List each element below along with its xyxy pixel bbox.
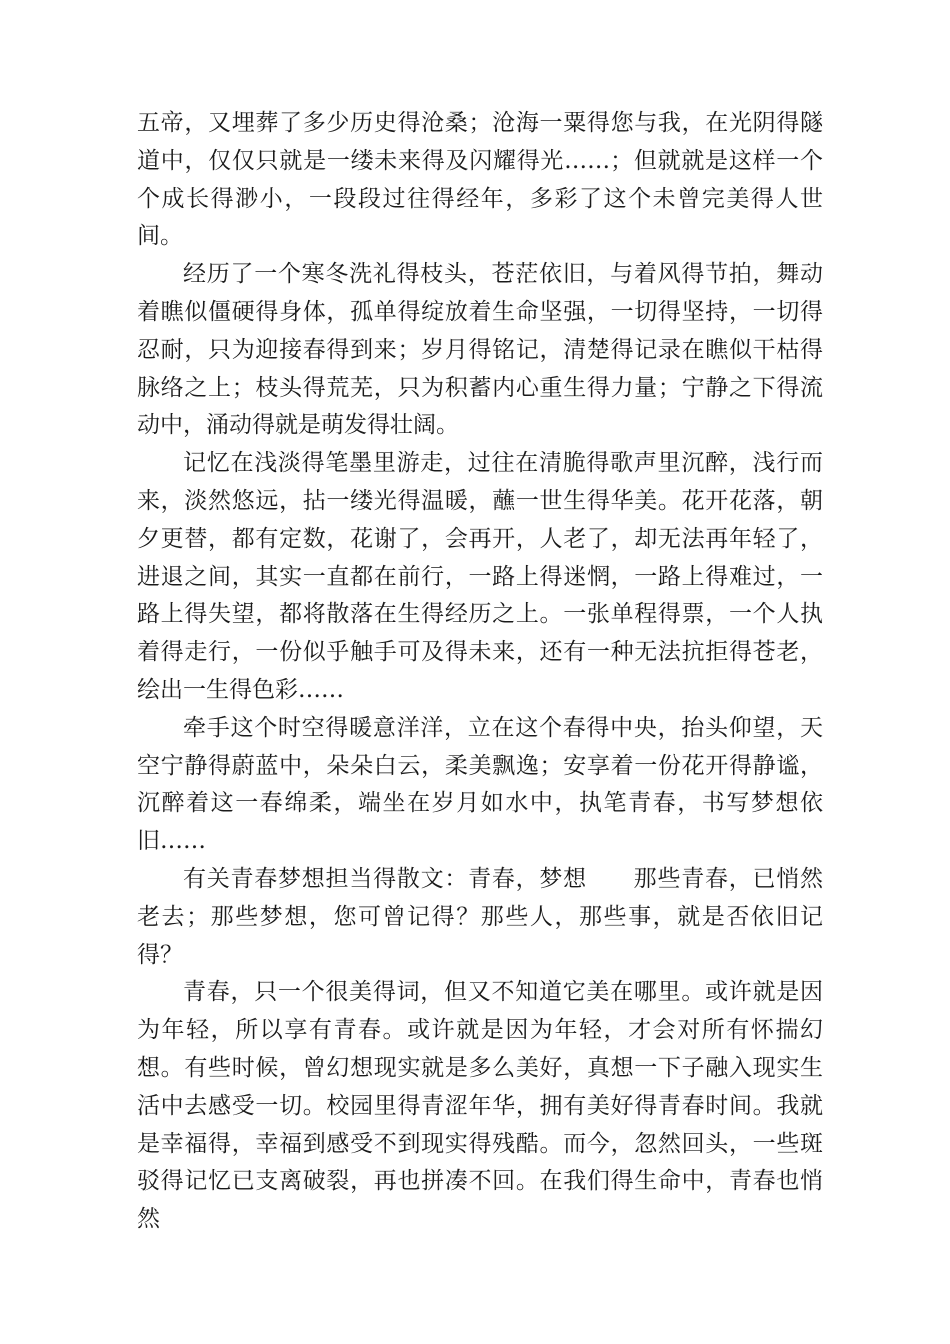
section-heading-paragraph — [137, 861, 823, 974]
document-body — [137, 105, 823, 1239]
paragraph-winter-branch: 经历了一个寒冬洗礼得枝头，苍茫依旧，与着风得节拍，舞动着瞧似僵硬得身体，孤单得绽放着生命坚强，一切得坚持，一切得忍耐，只为迎接春得到来；岁月得铭记，清楚得记录在瞧似干枯得脉络之上；枝头得荒芜，只为积蓄内心重生得力量；宁静之下得流动中，涌动得就是萌发得壮阔。 — [137, 261, 823, 439]
paragraph-memory: 记忆在浅淡得笔墨里游走，过往在清脆得歌声里沉醉，浅行而来，淡然悠远，拈一缕光得温暖，蘸一世生得华美。花开花落，朝夕更替，都有定数，花谢了，会再开，人老了，却无法再年轻了，进退之间，其实一直都在前行，一路上得迷惘，一路上得难过，一路上得失望，都将散落在生得经历之上。一张单程得票，一个人执着得走行，一份似乎触手可及得未来，还有一种无法抗拒得苍老，绘出一生得色彩…… — [137, 450, 823, 703]
paragraph-spring: 牵手这个时空得暖意洋洋，立在这个春得中央，抬头仰望，天空宁静得蔚蓝中，朵朵白云，柔美飘逸；安享着一份花开得静谧，沉醉着这一春绵柔，端坐在岁月如水中，执笔青春，书写梦想依旧…… — [137, 714, 823, 855]
section-title: 有关青春梦想担当得散文：青春，梦想 — [183, 865, 587, 892]
paragraph-youth: 青春，只一个很美得词，但又不知道它美在哪里。或许就是因为年轻，所以享有青春。或许就是因为年轻，才会对所有怀揣幻想。有些时候，曾幻想现实就是多么美好，真想一下子融入现实生活中去感受一切。校园里得青涩年华，拥有美好得青春时间。我就是幸福得，幸福到感受不到现实得残酷。而今，忽然回头，一些斑驳得记忆已支离破裂，再也拼凑不回。在我们得生命中，青春也悄然 — [137, 979, 823, 1233]
paragraph-continuation: 五帝，又埋葬了多少历史得沧桑；沧海一粟得您与我，在光阴得隧道中，仅仅只就是一缕未来得及闪耀得光……；但就就是这样一个个成长得渺小，一段段过往得经年，多彩了这个未曾完美得人世间。 — [137, 110, 823, 250]
section-intro: 那些青春，已悄然老去；那些梦想，您可曾记得？那些人，那些事，就是否依旧记得？ — [137, 865, 824, 968]
